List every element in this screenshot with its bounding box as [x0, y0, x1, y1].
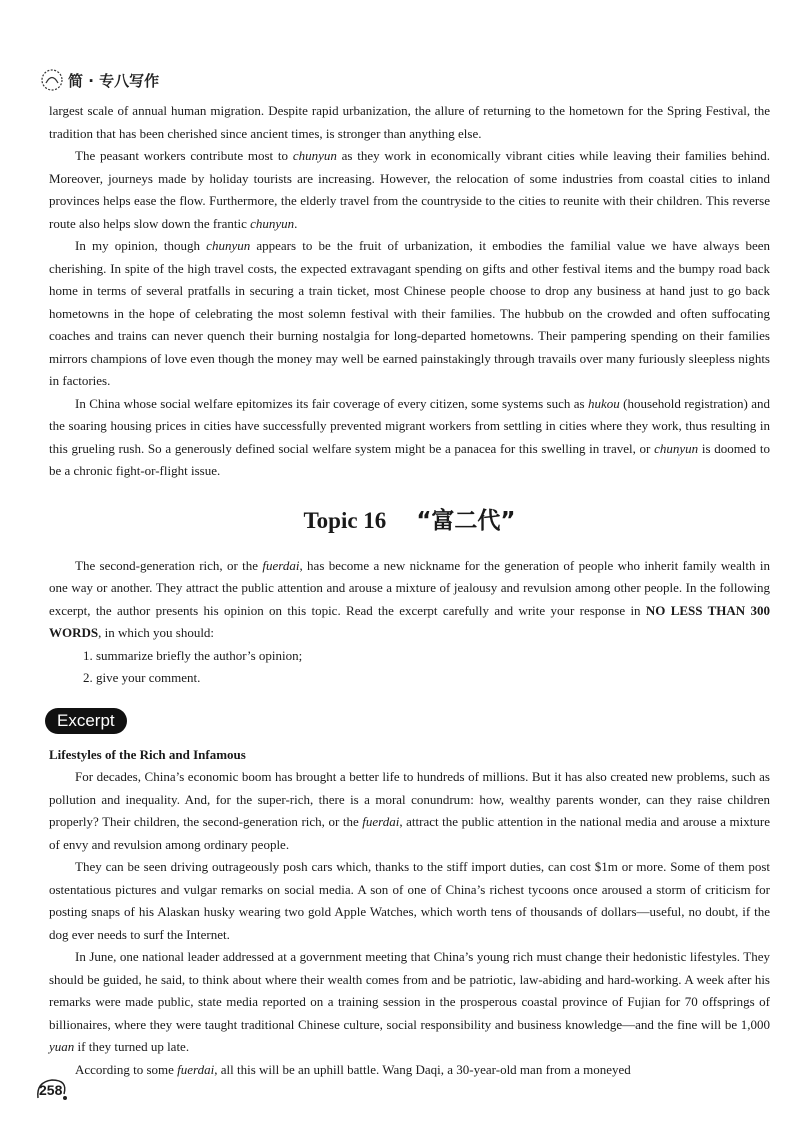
excerpt-badge: Excerpt [45, 708, 127, 734]
excerpt-paragraph-3: In June, one national leader addressed at a government meeting that China’s young rich must change their hedonistic lifestyles. They should be guided, he said, to think about where their wealth comes from and be patriotic, law-abiding and hard-working. A week after his remarks were made public, state media reported on a training session in the prosperous coastal province of Fujian for 70 offsprings of billionaires, where they were taught traditional Chinese culture, social responsibility and business knowledge—and the fine will be 1,000 yuan if they turned up late. [49, 949, 770, 1054]
excerpt-paragraph-2: They can be seen driving outrageously posh cars which, thanks to the stiff import duties, can cost $1m or more. Some of them post ostentatious pictures and vulgar remarks on social media. A son of one of China’s richest tycoons once aroused a storm of criticism for posting snaps of his Alaskan husky wearing two gold Apple Watches, which worth tens of thousands of dollars—useful, no doubt, if the dog ever needs to surf the Internet. [49, 859, 770, 942]
page-number [34, 1076, 74, 1108]
task-prompt: The second-generation rich, or the fuerdai, has become a new nickname for the generation of people who inherit family wealth in one way or another. They attract the public attention and arouse a mixture of jealousy and revulsion among other people. In the following excerpt, the author presents his opinion on this topic. Read the excerpt carefully and write your response in NO LESS THAN 300 WORDS, in which you should: [49, 557, 770, 640]
excerpt-paragraph-1: For decades, China’s economic boom has brought a better life to hundreds of millions. But it has also created new problems, such as pollution and inequality. And, for the super-rich, there is a moral conundrum: how, wealthy parents wonder, can they raise children properly? Their children, the second-generation rich, or the fuerdai, attract the public attention in the national media and arouse a mixture of envy and revulsion among ordinary people. [49, 769, 770, 852]
page-body [49, 100, 770, 1081]
topic-chinese-title: “富二代” [416, 507, 516, 534]
task-item-1: 1. summarize briefly the author’s opinion; [83, 647, 303, 663]
logo-icon [40, 68, 64, 92]
topic-heading [49, 505, 770, 537]
topic-label: Topic 16 [303, 507, 387, 533]
excerpt-title: Lifestyles of the Rich and Infamous [49, 746, 246, 762]
page-header [40, 66, 159, 94]
paragraph-continuation: largest scale of annual human migration. Despite rapid urbanization, the allure of returning to the hometown for the Spring Festival, the tradition that has been cherished since ancient times, is stronger than anything else. [49, 103, 770, 141]
paragraph-3: In my opinion, though chunyun appears to be the fruit of urbanization, it embodies the familial value we have always been cherishing. In spite of the high travel costs, the expected extravagant spending on gifts and other festival items and the bumpy road back home in terms of several pratfalls in securing a train ticket, most Chinese people choose to drop any business at hand just to go back hometowns in the hope of celebrating the most solemn festival with their families. The hubbub on the crowded and often suffocating coaches and trains can never quench their burning nostalgia for long-departed hometowns. Their pampering spending on their families mirrors champions of love even though the money may well be earned painstakingly through travails over many furiously sleepless nights in factories. [49, 238, 770, 388]
paragraph-4: In China whose social welfare epitomizes its fair coverage of every citizen, some systems such as hukou (household registration) and the soaring housing prices in cities have successfully prevented migrant workers from settling in cities where they work, thus resulting in this grueling rush. So a generously defined social welfare system might be a panacea for this swelling in travel, or chunyun is doomed to be a chronic fight-or-flight issue. [49, 395, 771, 478]
section-title: 简 · 专八写作 [68, 71, 160, 90]
task-item-2: 2. give your comment. [83, 670, 201, 685]
task-list [49, 645, 770, 690]
excerpt-paragraph-4: According to some fuerdai, all this will be an uphill battle. Wang Daqi, a 30-year-old man from a moneyed [75, 1061, 631, 1077]
page-number-text: 258 [39, 1082, 63, 1098]
paragraph-2: The peasant workers contribute most to chunyun as they work in economically vibrant cities while leaving their families behind. Moreover, journeys made by holiday tourists are increasing. However, the relocation of some industries from coastal cities to inland provinces helps ease the flow. Furthermore, the elderly travel from the countryside to the cities to reunite with their children. This reverse route also helps slow down the frantic chunyun. [49, 148, 770, 231]
